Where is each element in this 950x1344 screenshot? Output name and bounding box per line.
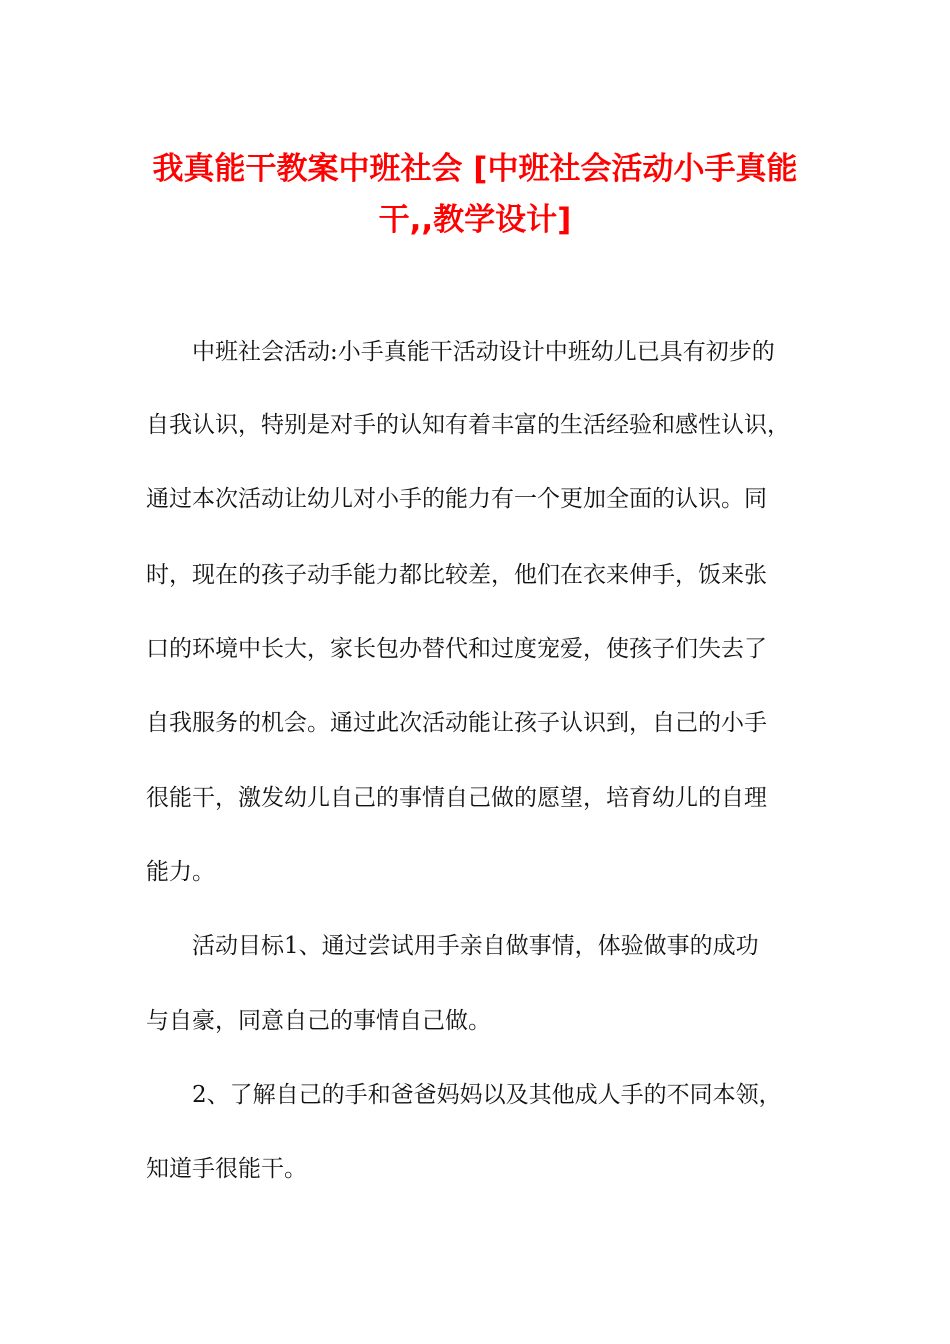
paragraph-line: 自我服务的机会。通过此次活动能让孩子认识到，自己的小手 bbox=[146, 710, 767, 736]
paragraph-line: 通过本次活动让幼儿对小手的能力有一个更加全面的认识。同 bbox=[146, 486, 767, 512]
paragraph-line: 自我认识，特别是对手的认知有着丰富的生活经验和感性认识， bbox=[146, 412, 790, 438]
paragraph-line: 中班社会活动:小手真能干活动设计中班幼儿已具有初步的 bbox=[192, 339, 775, 365]
paragraph-line: 口的环境中长大，家长包办替代和过度宠爱，使孩子们失去了 bbox=[146, 636, 767, 662]
paragraph-line: 2、了解自己的手和爸爸妈妈以及其他成人手的不同本领， bbox=[192, 1082, 782, 1108]
paragraph-line: 很能干，激发幼儿自己的事情自己做的愿望，培育幼儿的自理 bbox=[146, 785, 767, 811]
paragraph-line: 时，现在的孩子动手能力都比较差，他们在衣来伸手，饭来张 bbox=[146, 562, 767, 588]
paragraph-line: 能力。 bbox=[146, 859, 215, 885]
document-title: 我真能干教案中班社会 [中班社会活动小手真能干,,教学设计] bbox=[152, 151, 798, 238]
paragraph-line: 知道手很能干。 bbox=[146, 1156, 307, 1182]
paragraph-line: 与自豪，同意自己的事情自己做。 bbox=[146, 1008, 491, 1034]
paragraph-line: 活动目标1、通过尝试用手亲自做事情，体验做事的成功 bbox=[192, 933, 759, 959]
